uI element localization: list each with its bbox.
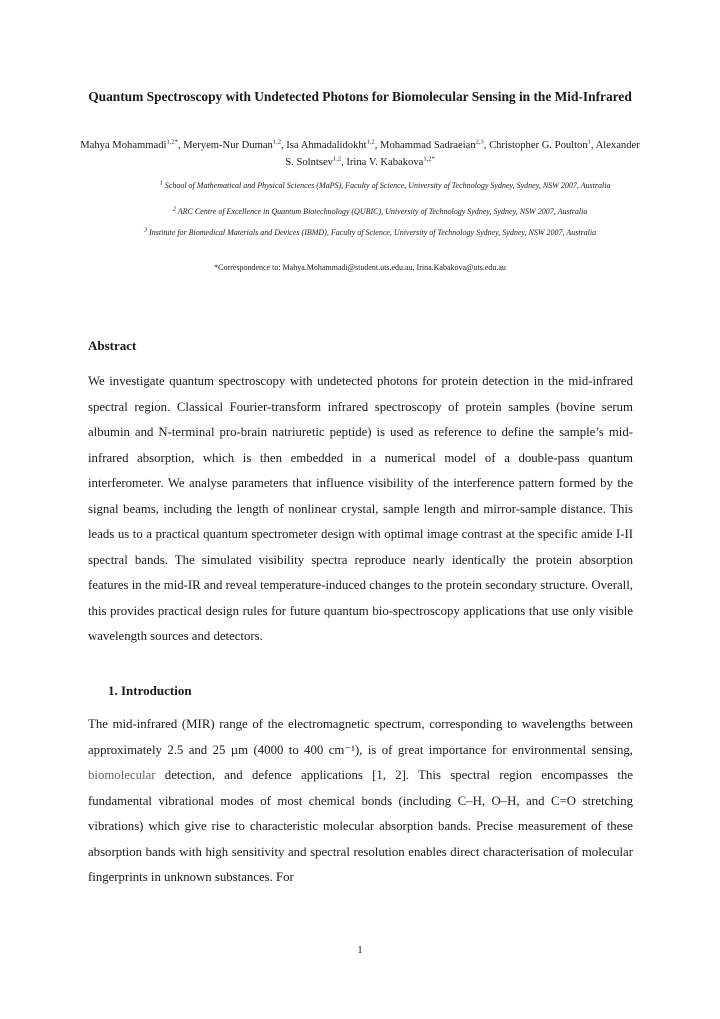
introduction-text: The mid-infrared (MIR) range of the electromagnetic spectrum, corresponding to wavelengths between approximately 2.5 and 25 µm (4000 to 400 cm⁻¹), is of great importance for environmental sensing, biomolecular detection, and defence applications [1, 2]. This spectral region encompasses the fundamental vibrational modes of most chemical bonds (including C–H, O–H, and C=O stretching vibrations) which give rise to characteristic molecular absorption bands. Precise measurement of these absorption bands with high sensitivity and spectral resolution enables direct characterisation of molecular fingerprints in unknown substances. For [88,717,633,884]
author-list [80,137,640,171]
abstract-text: We investigate quantum spectroscopy with undetected photons for protein detection in the mid-infrared spectral region. Classical Fourier-transform infrared spectroscopy of protein samples (bovine serum albumin and N-terminal pro-brain natriuretic peptide) is used as reference to define the sample’s mid-infrared absorption, which is then embedded in a numerical model of a double-pass quantum interferometer. We analyse parameters that influence visibility of the interference pattern formed by the signal beams, including the length of nonlinear crystal, sample length and mirror-sample distance. This leads us to a practical quantum spectrometer design with optimal image contrast at the specific amide I-II spectral bands. The simulated visibility spectra reproduce nearly identically the protein absorption features in the mid-IR and reveal temperature-induced changes to the protein secondary structure. Overall, this provides practical design rules for future quantum bio-spectroscopy applications that use only visible wavelength sources and detectors. [88,374,633,643]
author: Christopher G. Poulton$^1$, [489,138,596,151]
author: Alexander S. Solntsev$^{1,2}$, [285,140,640,168]
page-number: 1 [357,944,363,956]
correspondence: *Correspondence to: Mahya.Mohammadi@student.uts.edu.au, Irina.Kabakova@uts.edu.au [214,263,506,272]
author: Meryem-Nur Duman$^{1,2}$, [183,138,287,151]
paper-title: Quantum Spectroscopy with Undetected Photons for Biomolecular Sensing in the Mid-Infrared [88,89,632,104]
affiliation-2: $^2$ ARC Centre of Excellence in Quantum Biotechnology (QUBIC), University of Technology Sydney, Sydney, NSW 2007, Australia [172,205,588,216]
highlighted-term: biomolecular [88,768,156,782]
author: Isa Ahmadalidokht$^{1,2}$, [286,138,381,151]
affiliation-1: $^1$ School of Mathematical and Physical Sciences (MaPS), Faculty of Science, University of Technology Sydney, Sydney, NSW 2007, Australia [159,179,611,190]
abstract-heading: Abstract [88,338,137,353]
affiliation-3: $^3$ Institute for Biomedical Materials and Devices (IBMD), Faculty of Science, University of Technology Sydney, Sydney, NSW 2007, Australia [143,226,597,237]
author: Mohammad Sadraeian$^{2,3}$, [380,138,490,151]
section-heading-introduction: 1. Introduction [108,683,192,698]
author: Mahya Mohammadi$^{1,2*}$, [80,138,184,151]
author: Irina V. Kabakova$^{1,2*}$ [346,155,435,168]
